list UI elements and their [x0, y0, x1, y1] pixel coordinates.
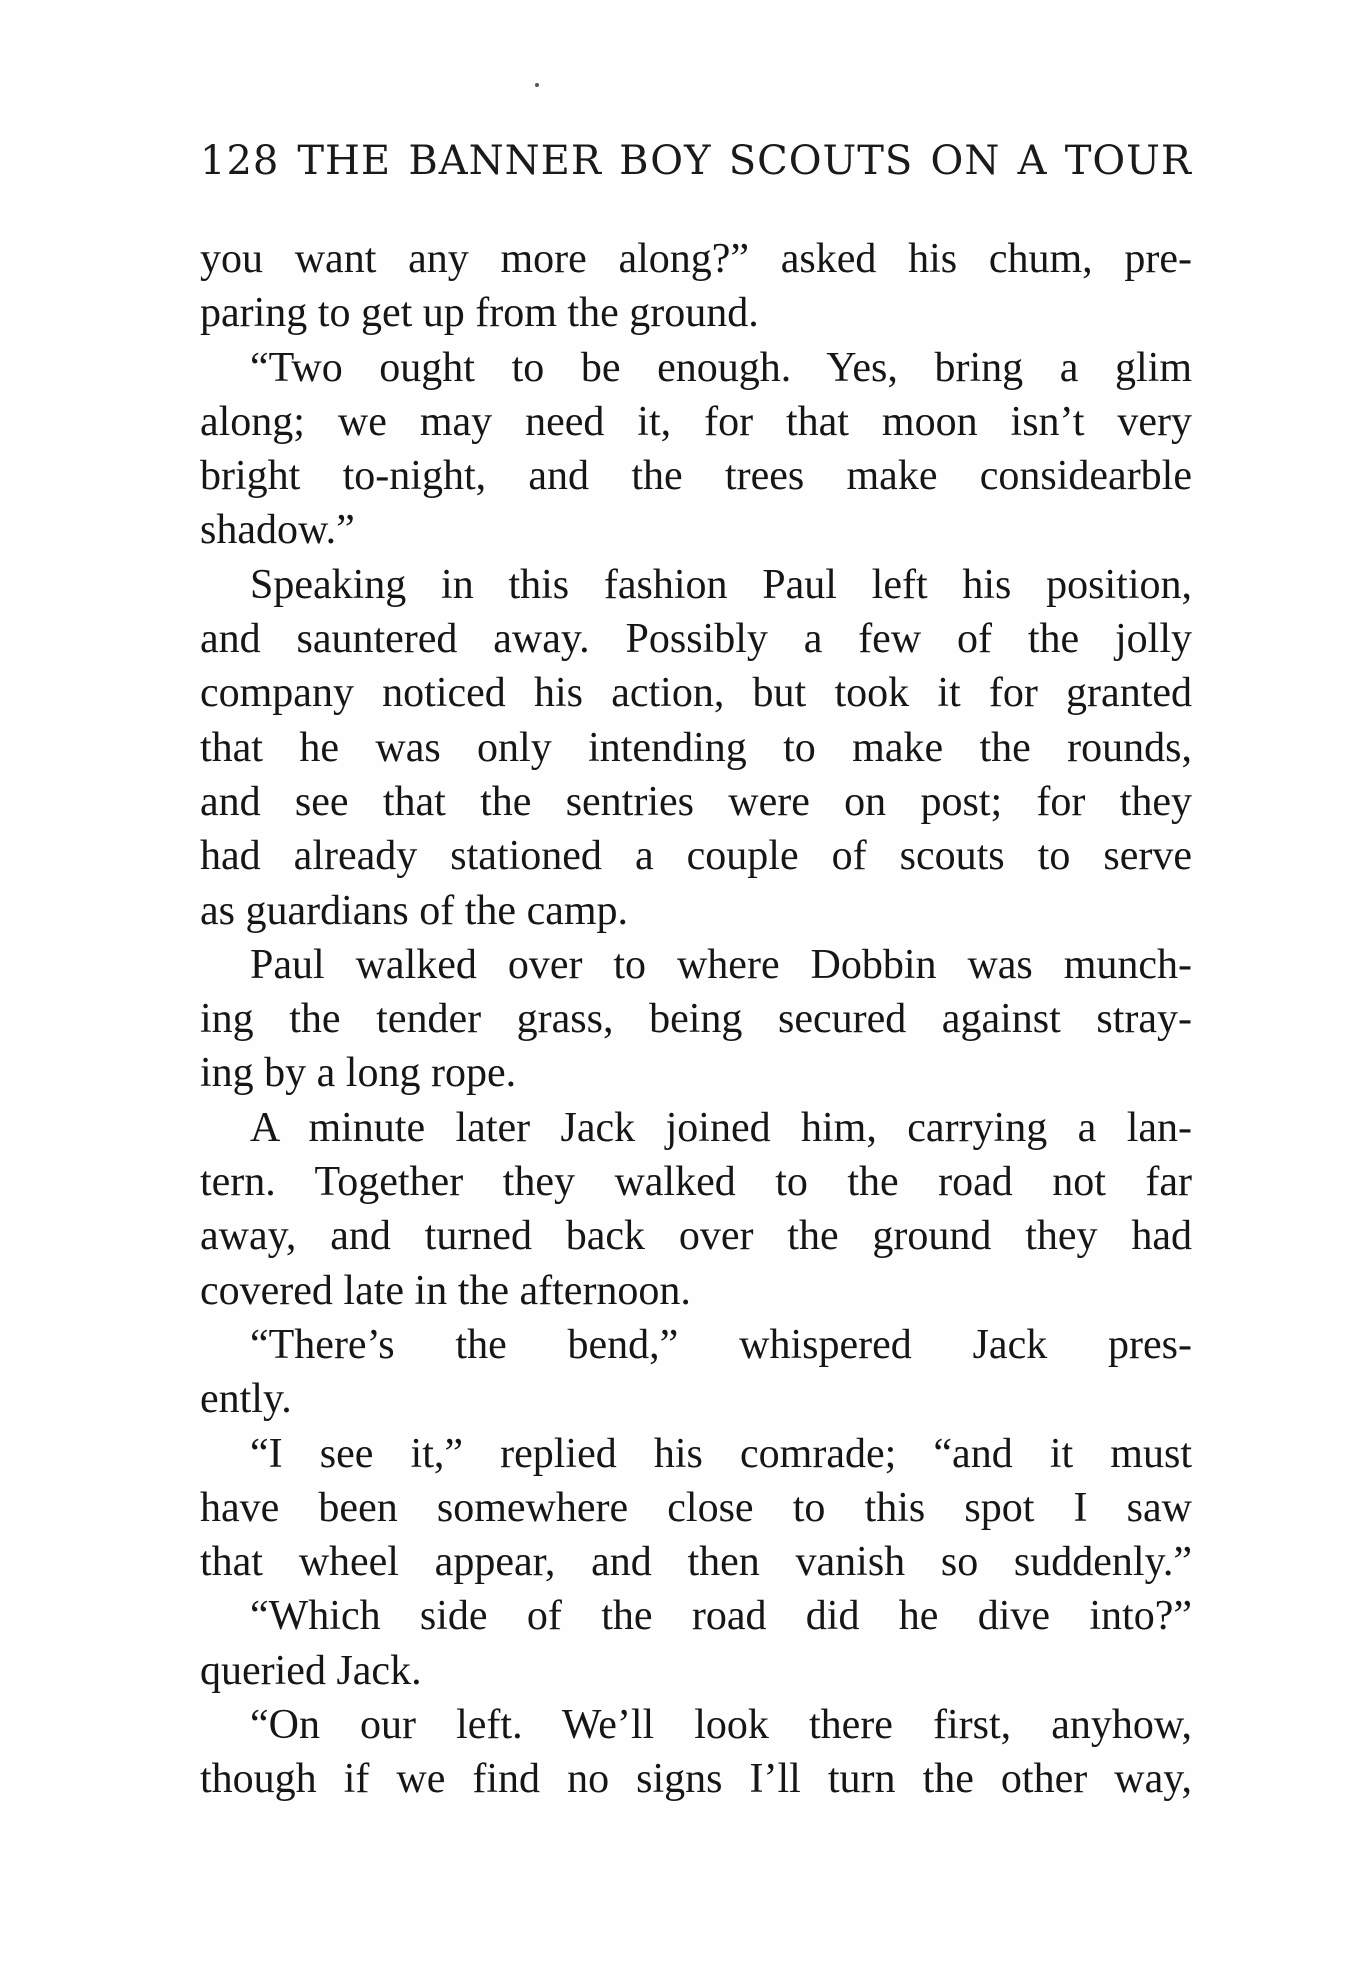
text-line: that wheel appear, and then vanish so suddenly.”: [200, 1539, 1192, 1586]
ink-speck: [535, 83, 539, 87]
text-line: and sauntered away. Possibly a few of the jolly: [200, 616, 1192, 663]
text-line: and see that the sentries were on post; for they: [200, 778, 1192, 825]
page-header: [200, 138, 1192, 184]
text-line: company noticed his action, but took it for granted: [200, 670, 1192, 717]
text-line: “Which side of the road did he dive into?”: [250, 1593, 1192, 1640]
text-line: covered late in the afternoon.: [200, 1267, 691, 1314]
text-line: Paul walked over to where Dobbin was munch-: [250, 941, 1192, 988]
text-line: “There’s the bend,” whispered Jack pres-: [250, 1321, 1192, 1368]
text-line: have been somewhere close to this spot I saw: [200, 1484, 1192, 1531]
text-line: paring to get up from the ground.: [200, 290, 759, 337]
text-line: shadow.”: [200, 507, 355, 554]
text-line: away, and turned back over the ground they had: [200, 1213, 1192, 1260]
page-number: 128: [200, 138, 280, 184]
text-line: along; we may need it, for that moon isn’t very: [200, 398, 1192, 445]
text-line: as guardians of the camp.: [200, 887, 629, 934]
text-line: A minute later Jack joined him, carrying a lan-: [250, 1104, 1192, 1151]
text-line: ing by a long rope.: [200, 1050, 517, 1097]
text-line: bright to-night, and the trees make considearble: [200, 453, 1192, 500]
text-line: had already stationed a couple of scouts to serve: [200, 833, 1192, 880]
running-title: THE BANNER BOY SCOUTS ON A TOUR: [297, 138, 1192, 184]
text-line: ently.: [200, 1376, 292, 1423]
text-line: that he was only intending to make the rounds,: [200, 724, 1192, 771]
text-line: “Two ought to be enough. Yes, bring a glim: [250, 344, 1192, 391]
body-text: [200, 232, 1192, 1807]
text-line: queried Jack.: [200, 1647, 422, 1694]
text-line: “I see it,” replied his comrade; “and it must: [250, 1430, 1192, 1477]
text-line: tern. Together they walked to the road not far: [200, 1159, 1192, 1206]
text-line: you want any more along?” asked his chum, pre-: [200, 236, 1192, 282]
text-line: “On our left. We’ll look there first, anyhow,: [250, 1702, 1192, 1749]
text-line: ing the tender grass, being secured against stray-: [200, 996, 1192, 1043]
text-line: Speaking in this fashion Paul left his position,: [250, 561, 1192, 608]
text-line: though if we find no signs I’ll turn the other way,: [200, 1756, 1192, 1803]
